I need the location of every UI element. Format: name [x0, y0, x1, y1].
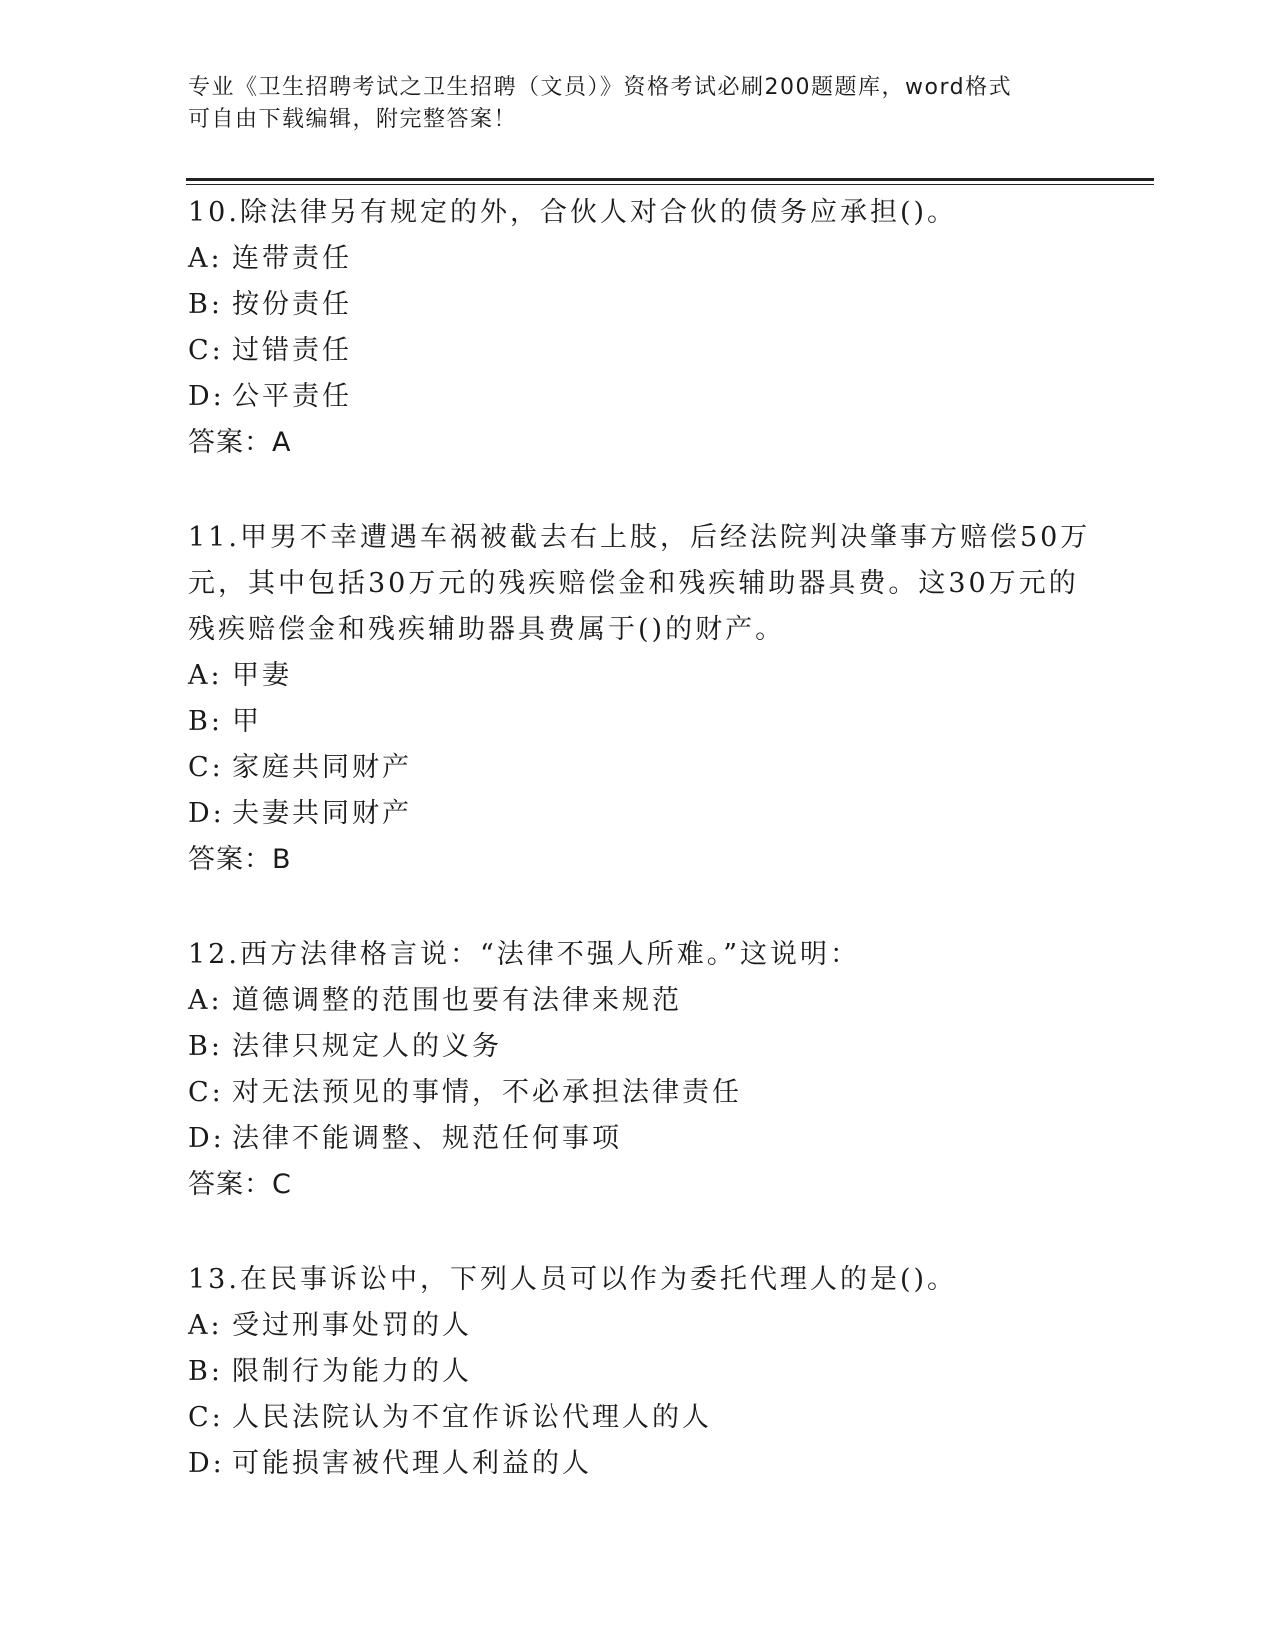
option-key: B: — [188, 706, 223, 737]
answer-label: 答案：A — [188, 427, 292, 458]
question-stem-line: 12.西方法律格言说：“法律不强人所难。”这说明： — [188, 939, 861, 970]
question-12 — [188, 932, 1068, 1208]
option-d — [188, 1116, 1068, 1162]
question-stem — [188, 190, 1068, 236]
header-divider-thin — [186, 184, 1154, 185]
answer-label: 答案：C — [188, 1169, 292, 1200]
answer-label: 答案：B — [188, 844, 292, 875]
option-key: D: — [188, 1123, 225, 1154]
question-10 — [188, 190, 1068, 466]
option-text: 受过刑事处罚的人 — [232, 1310, 472, 1341]
option-text: 限制行为能力的人 — [232, 1356, 472, 1387]
option-key: D: — [188, 1448, 225, 1479]
question-stem — [188, 515, 1091, 653]
question-stem-line: 13.在民事诉讼中，下列人员可以作为委托代理人的是()。 — [188, 1264, 958, 1295]
option-text: 家庭共同财产 — [232, 752, 412, 783]
option-key: C: — [188, 1402, 224, 1433]
option-b — [188, 1024, 1068, 1070]
option-d — [188, 791, 1068, 837]
option-c — [188, 328, 1068, 374]
header-line-2: 可自由下载编辑，附完整答案！ — [188, 107, 518, 132]
option-b — [188, 699, 1068, 745]
option-text: 甲妻 — [232, 660, 292, 691]
option-a — [188, 978, 1068, 1024]
option-key: A: — [188, 1310, 223, 1341]
question-stem — [188, 932, 1068, 978]
option-text: 甲 — [232, 706, 262, 737]
question-list — [188, 190, 1091, 1536]
option-c — [188, 1070, 1068, 1116]
option-key: D: — [188, 381, 225, 412]
option-text: 可能损害被代理人利益的人 — [232, 1448, 592, 1479]
question-stem-line: 元，其中包括30万元的残疾赔偿金和残疾辅助器具费。这30万元的 — [188, 568, 1079, 599]
option-a — [188, 236, 1068, 282]
option-text: 道德调整的范围也要有法律来规范 — [232, 985, 682, 1016]
option-text: 连带责任 — [232, 243, 352, 274]
option-key: B: — [188, 1356, 223, 1387]
option-d — [188, 374, 1068, 420]
question-stem-line: 10.除法律另有规定的外，合伙人对合伙的债务应承担()。 — [188, 197, 958, 228]
option-text: 人民法院认为不宜作诉讼代理人的人 — [232, 1402, 712, 1433]
option-key: A: — [188, 243, 223, 274]
question-13 — [188, 1257, 1068, 1487]
option-a — [188, 653, 1068, 699]
option-key: C: — [188, 1077, 224, 1108]
option-key: B: — [188, 1031, 223, 1062]
option-text: 过错责任 — [232, 335, 352, 366]
question-stem-line: 11.甲男不幸遭遇车祸被截去右上肢，后经法院判决肇事方赔偿50万 — [188, 522, 1091, 553]
option-key: B: — [188, 289, 223, 320]
option-key: A: — [188, 985, 223, 1016]
option-c — [188, 745, 1068, 791]
option-text: 夫妻共同财产 — [232, 798, 412, 829]
option-b — [188, 282, 1068, 328]
option-text: 法律只规定人的义务 — [232, 1031, 502, 1062]
option-a — [188, 1303, 1068, 1349]
option-b — [188, 1349, 1068, 1395]
option-text: 法律不能调整、规范任何事项 — [232, 1123, 622, 1154]
option-text: 公平责任 — [232, 381, 352, 412]
question-stem-line: 残疾赔偿金和残疾辅助器具费属于()的财产。 — [188, 614, 786, 645]
document-header — [188, 72, 1088, 136]
question-stem — [188, 1257, 1068, 1303]
option-text: 对无法预见的事情，不必承担法律责任 — [232, 1077, 742, 1108]
option-key: D: — [188, 798, 225, 829]
option-key: C: — [188, 752, 224, 783]
option-key: A: — [188, 660, 223, 691]
option-key: C: — [188, 335, 224, 366]
option-c — [188, 1395, 1068, 1441]
option-d — [188, 1441, 1068, 1487]
header-line-1: 专业《卫生招聘考试之卫生招聘（文员）》资格考试必刷200题题库，word格式 — [188, 75, 1013, 100]
question-11 — [188, 515, 1091, 883]
option-text: 按份责任 — [232, 289, 352, 320]
header-divider-thick — [186, 178, 1154, 181]
